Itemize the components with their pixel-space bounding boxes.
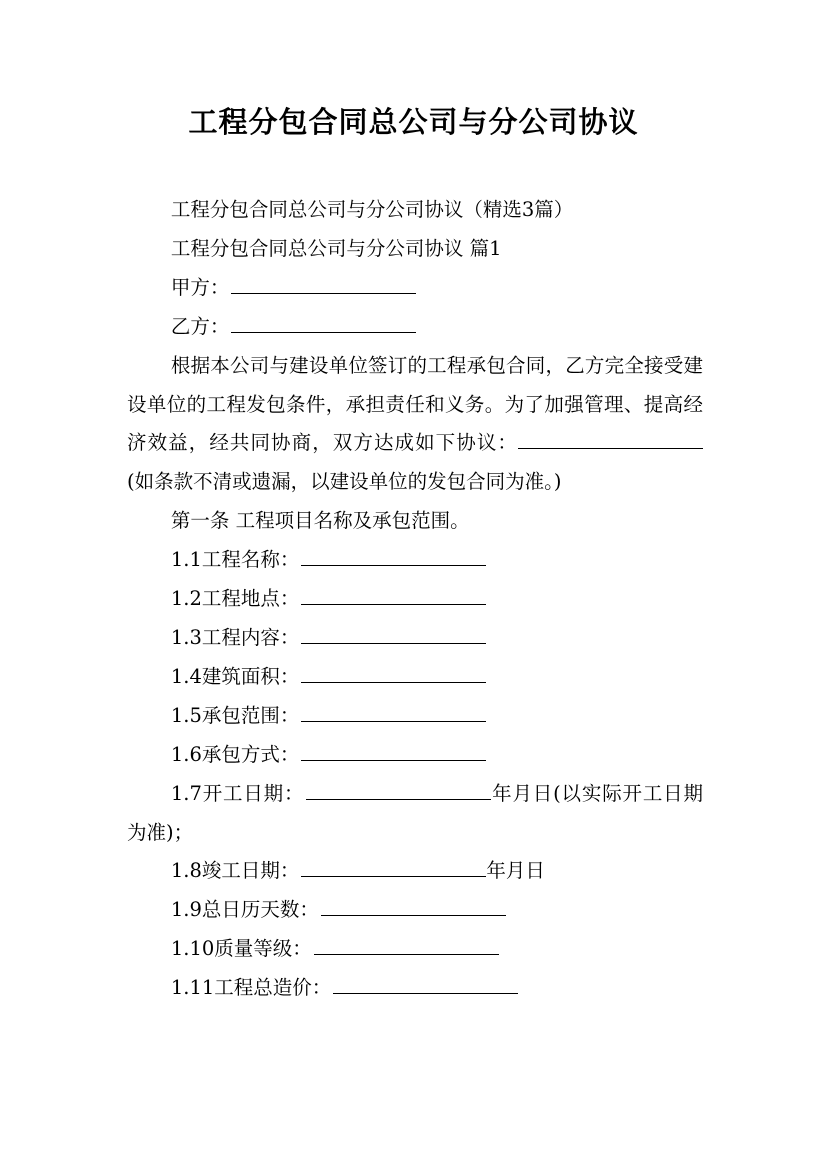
item-1-7-blank[interactable]	[306, 776, 491, 799]
item-1-8-tail: 年月日	[486, 859, 545, 883]
item-1-5	[127, 697, 703, 736]
item-1-1-blank[interactable]	[301, 543, 486, 566]
item-1-9	[127, 891, 703, 930]
document-title: 工程分包合同总公司与分公司协议	[188, 105, 639, 139]
item-label: 1.1工程名称：	[170, 548, 300, 572]
party-b-blank[interactable]	[231, 309, 416, 332]
item-1-11	[127, 969, 703, 1008]
item-1-10-blank[interactable]	[314, 932, 499, 955]
item-label: 1.4建筑面积：	[170, 664, 300, 688]
article-1-heading	[127, 502, 703, 541]
item-1-9-blank[interactable]	[321, 893, 506, 916]
document-body	[127, 191, 703, 1008]
item-1-8	[127, 852, 703, 891]
article-1-heading-text: 第一条 工程项目名称及承包范围。	[170, 509, 470, 533]
item-1-6	[127, 736, 703, 775]
item-1-7-tail: 年月日(以实际开工日期为准)；	[127, 781, 703, 844]
party-a-blank[interactable]	[231, 270, 416, 293]
party-a-line	[127, 269, 703, 308]
subtitle-text: 工程分包合同总公司与分公司协议（精选3篇）	[170, 198, 574, 221]
item-label: 1.3工程内容：	[170, 625, 300, 649]
item-1-4	[127, 658, 703, 697]
section-heading-text: 工程分包合同总公司与分公司协议 篇1	[170, 236, 502, 260]
item-1-11-label: 1.11工程总造价：	[170, 976, 332, 1000]
item-1-3	[127, 619, 703, 658]
item-label: 1.6承包方式：	[170, 742, 300, 766]
intro-paragraph	[127, 347, 703, 503]
item-label: 1.2工程地点：	[170, 587, 300, 611]
party-a-label: 甲方：	[170, 275, 230, 299]
item-1-2	[127, 580, 703, 619]
item-1-7	[127, 775, 703, 853]
intro-text: 根据本公司与建设单位签订的工程承包合同，乙方完全接受建设单位的工程发包条件，承担责任和义务。为了加强管理、提高经济效益，经共同协商，双方达成如下协议：	[127, 353, 703, 455]
intro-tail-text: (如条款不清或遗漏，以建设单位的发包合同为准。)	[127, 470, 562, 494]
party-b-label: 乙方：	[170, 314, 230, 338]
item-1-1	[127, 541, 703, 580]
intro-blank[interactable]	[518, 426, 703, 449]
subtitle-line	[127, 191, 703, 230]
party-b-line	[127, 308, 703, 347]
item-1-2-blank[interactable]	[301, 582, 486, 605]
item-1-3-blank[interactable]	[301, 621, 486, 644]
item-1-4-blank[interactable]	[301, 659, 486, 682]
item-1-10	[127, 930, 703, 969]
item-1-8-label: 1.8竣工日期：	[170, 859, 300, 883]
item-1-7-label: 1.7开工日期：	[170, 781, 305, 805]
item-label: 1.5承包范围：	[170, 703, 300, 727]
item-1-11-blank[interactable]	[333, 971, 518, 994]
item-1-9-label: 1.9总日历天数：	[170, 898, 319, 922]
item-1-8-blank[interactable]	[301, 854, 486, 877]
item-1-10-label: 1.10质量等级：	[170, 937, 312, 961]
item-1-6-blank[interactable]	[301, 737, 486, 760]
item-1-5-blank[interactable]	[301, 698, 486, 721]
section-heading	[127, 230, 703, 269]
